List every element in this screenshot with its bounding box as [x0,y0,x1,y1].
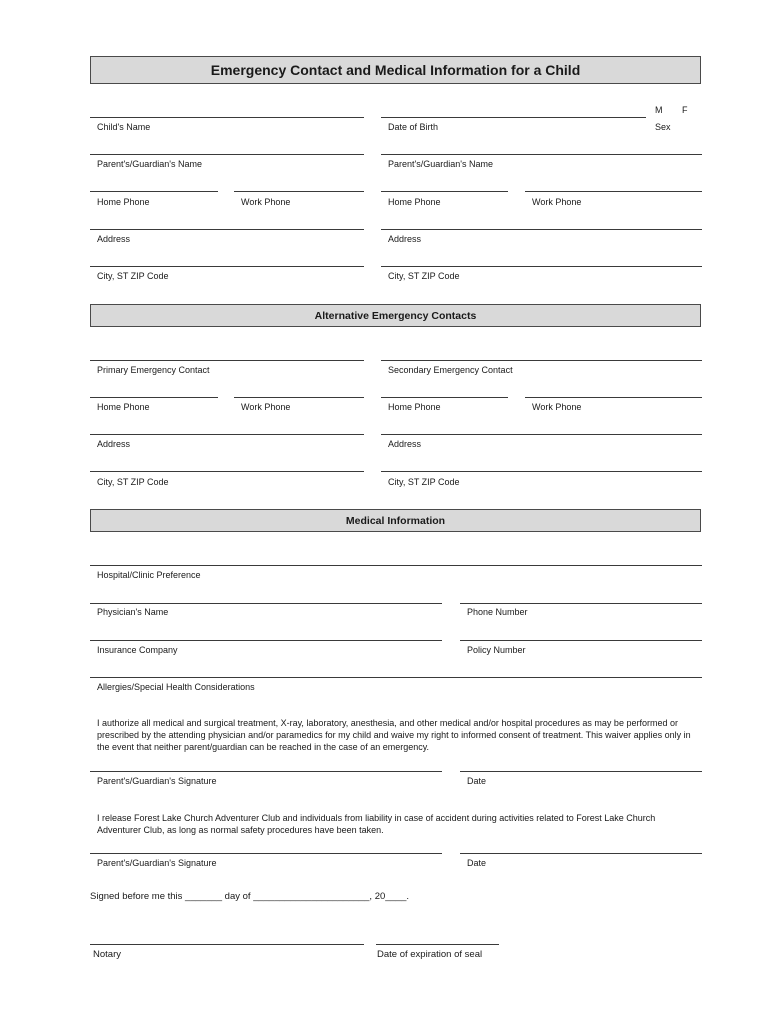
physician-phone-label: Phone Number [467,607,528,617]
secondary-contact-line[interactable] [381,360,702,361]
alternative-contacts-header: Alternative Emergency Contacts [90,304,701,327]
sex-label: Sex [655,122,671,132]
allergies-line[interactable] [90,677,702,678]
release-signature-line[interactable] [90,853,442,854]
guardian1-city-line[interactable] [90,266,364,267]
guardian1-name-label: Parent's/Guardian's Name [97,159,202,169]
childs-name-label: Child's Name [97,122,151,132]
primary-city-line[interactable] [90,471,364,472]
notary-signature-line[interactable] [90,944,364,945]
guardian1-address-label: Address [97,234,131,244]
hospital-preference-label: Hospital/Clinic Preference [97,570,201,580]
hospital-preference-line[interactable] [90,565,702,566]
secondary-contact-label: Secondary Emergency Contact [388,365,513,375]
release-date-label: Date [467,858,487,868]
policy-number-label: Policy Number [467,645,526,655]
guardian2-name-line[interactable] [381,154,702,155]
guardian2-address-line[interactable] [381,229,702,230]
guardian2-city-line[interactable] [381,266,702,267]
date-of-birth-label: Date of Birth [388,122,439,132]
authorization-paragraph: I authorize all medical and surgical treatment, X-ray, laboratory, anesthesia, and other medical and/or hospital procedures as may be performed or prescribed by the attending physician and/or paramedics for my child and waive my right to informed consent of treatment. This waiver applies only in the event that neither parent/guardian can be reached in the case of an emergency. [97,718,691,752]
primary-work-phone-label: Work Phone [241,402,291,412]
guardian1-home-phone-line[interactable] [90,191,218,192]
release-signature-label: Parent's/Guardian's Signature [97,858,217,868]
guardian1-city-label: City, ST ZIP Code [97,271,169,281]
guardian2-home-phone-label: Home Phone [388,197,441,207]
primary-contact-line[interactable] [90,360,364,361]
primary-city-label: City, ST ZIP Code [97,477,169,487]
guardian2-work-phone-label: Work Phone [532,197,582,207]
signed-before-me-text: Signed before me this _______ day of ______________________, 20____. [90,891,410,902]
guardian2-city-label: City, ST ZIP Code [388,271,460,281]
insurance-company-label: Insurance Company [97,645,178,655]
guardian1-work-phone-line[interactable] [234,191,364,192]
physician-name-label: Physician's Name [97,607,169,617]
primary-address-line[interactable] [90,434,364,435]
guardian2-address-label: Address [388,234,422,244]
notary-label: Notary [93,949,121,960]
secondary-work-phone-line[interactable] [525,397,702,398]
secondary-city-label: City, ST ZIP Code [388,477,460,487]
guardian1-address-line[interactable] [90,229,364,230]
guardian2-work-phone-line[interactable] [525,191,702,192]
childs-name-line[interactable] [90,117,364,118]
primary-address-label: Address [97,439,131,449]
date-of-birth-line[interactable] [381,117,646,118]
primary-home-phone-line[interactable] [90,397,218,398]
primary-home-phone-label: Home Phone [97,402,150,412]
guardian2-name-label: Parent's/Guardian's Name [388,159,493,169]
insurance-company-line[interactable] [90,640,442,641]
secondary-city-line[interactable] [381,471,702,472]
authorization-date-label: Date [467,776,487,786]
form-title: Emergency Contact and Medical Information for a Child [90,56,701,84]
seal-expiration-line[interactable] [376,944,499,945]
medical-information-header: Medical Information [90,509,701,532]
primary-contact-label: Primary Emergency Contact [97,365,210,375]
authorization-signature-line[interactable] [90,771,442,772]
physician-phone-line[interactable] [460,603,702,604]
guardian2-home-phone-line[interactable] [381,191,508,192]
secondary-address-label: Address [388,439,422,449]
sex-option-f[interactable]: F [682,105,688,115]
physician-name-line[interactable] [90,603,442,604]
release-date-line[interactable] [460,853,702,854]
secondary-home-phone-label: Home Phone [388,402,441,412]
secondary-home-phone-line[interactable] [381,397,508,398]
policy-number-line[interactable] [460,640,702,641]
guardian1-home-phone-label: Home Phone [97,197,150,207]
authorization-date-line[interactable] [460,771,702,772]
release-paragraph: I release Forest Lake Church Adventurer Club and individuals from liability in case of accident during activities related to Forest Lake Church Adventurer Club, as long as normal safety procedures have been taken. [97,813,656,835]
secondary-work-phone-label: Work Phone [532,402,582,412]
seal-expiration-label: Date of expiration of seal [377,949,483,960]
guardian1-name-line[interactable] [90,154,364,155]
allergies-label: Allergies/Special Health Considerations [97,682,255,692]
primary-work-phone-line[interactable] [234,397,364,398]
sex-option-m[interactable]: M [655,105,663,115]
guardian1-work-phone-label: Work Phone [241,197,291,207]
authorization-signature-label: Parent's/Guardian's Signature [97,776,217,786]
secondary-address-line[interactable] [381,434,702,435]
